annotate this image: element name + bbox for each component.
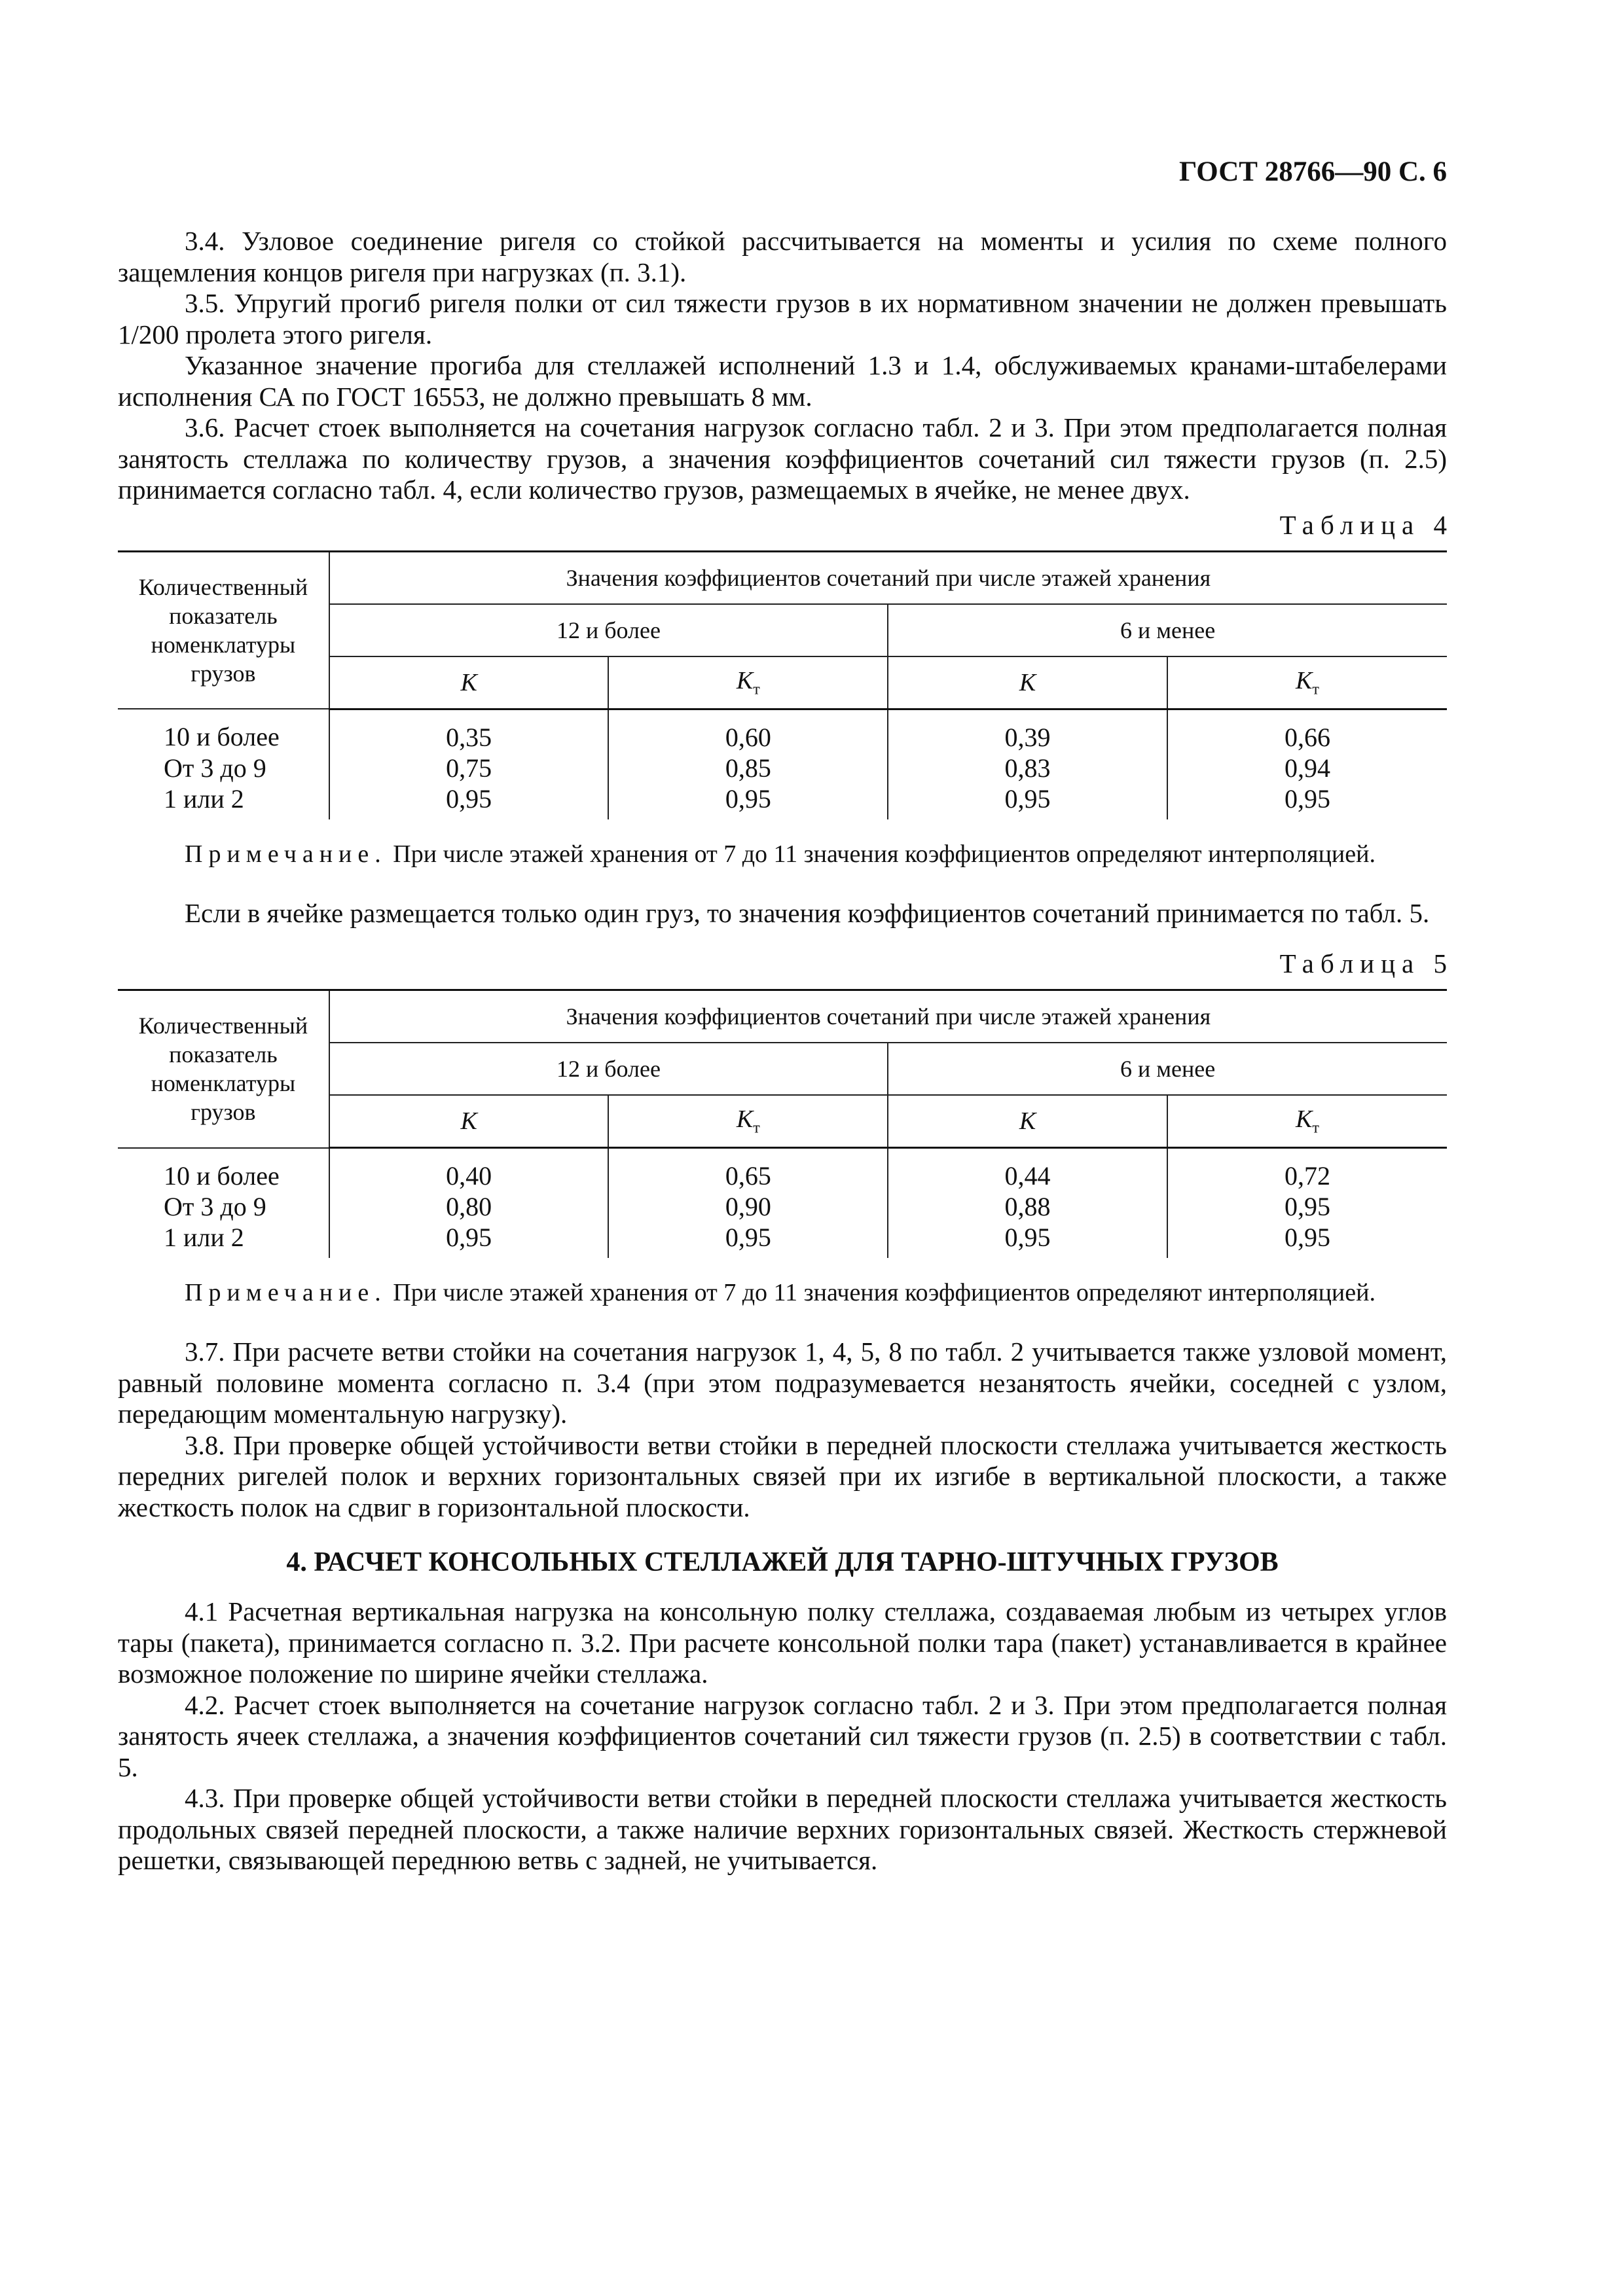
table-cell: 0,83: [888, 753, 1167, 783]
table-cell: 0,95: [1167, 1191, 1447, 1222]
table-row: [118, 783, 1447, 819]
table-cell: 0,60: [608, 709, 888, 753]
table-5-subgroup-6: 6 и менее: [888, 1043, 1447, 1095]
table-cell: 0,95: [888, 783, 1167, 819]
table-5-subgroup-12: 12 и более: [329, 1043, 888, 1095]
table-row: [118, 1191, 1447, 1222]
table-cell: 0,40: [329, 1148, 609, 1192]
table-cell: 0,88: [888, 1191, 1167, 1222]
paragraph-3-4: 3.4. Узловое соединение ригеля со стойкой рассчитывается на моменты и усилия по схеме полного защемления концов ригеля при нагрузках (п. 3.1).: [118, 226, 1447, 287]
table-row-label: 1 или 2: [164, 1223, 244, 1252]
table-cell: 0,85: [608, 753, 888, 783]
paragraph-3-5: 3.5. Упругий прогиб ригеля полки от сил тяжести грузов в их нормативном значении не должен превышать 1/200 пролета этого ригеля.: [118, 288, 1447, 350]
table-4-note: [118, 839, 1447, 869]
table-5-caption: Таблица 5: [1279, 948, 1453, 978]
table-cell: 0,95: [608, 1222, 888, 1258]
paragraph-4-3: 4.3. При проверке общей устойчивости ветви стойки в передней плоскости стеллажа учитывается жесткость продольных связей передней плоскости, а также наличие верхних горизонтальных связей. Жесткость стержневой решетки, связывающей переднюю ветвь с задней, не учитывается.: [118, 1783, 1447, 1875]
table-5-symbol-k: K: [329, 1095, 609, 1148]
table-4-symbol-k: K: [329, 656, 609, 709]
paragraph-4-2: 4.2. Расчет стоек выполняется на сочетание нагрузок согласно табл. 2 и 3. При этом предполагается полная занятость ячеек стеллажа, а значения коэффициентов сочетаний сил тяжести грузов (п. 2.5) в соответствии с табл. 5.: [118, 1689, 1447, 1782]
table-row-label: От 3 до 9: [164, 1192, 266, 1221]
table-cell: 0,39: [888, 709, 1167, 753]
table-5-symbol-kt: $K_т$: [608, 1095, 888, 1148]
table-row-label: От 3 до 9: [164, 753, 266, 783]
table-5-symbol-kt: $K_т$: [1167, 1095, 1447, 1148]
table-row-label: 10 и более: [164, 1160, 280, 1191]
table-5-group-header: Значения коэффициентов сочетаний при числе этажей хранения: [329, 990, 1447, 1043]
paragraph-4-1: 4.1 Расчетная вертикальная нагрузка на консольную полку стеллажа, создаваемая любым из четырех углов тары (пакета), принимается согласно п. 3.2. При расчете консольной полки тара (пакет) устанавливается в крайнее возможное положение по ширине ячейки стеллажа.: [118, 1596, 1447, 1689]
table-cell: 0,66: [1167, 709, 1447, 753]
table-cell: 0,95: [329, 783, 609, 819]
table-cell: 0,95: [1167, 1222, 1447, 1258]
table-cell: 0,44: [888, 1148, 1167, 1192]
table-row: [118, 1222, 1447, 1258]
table-cell: 0,95: [1167, 783, 1447, 819]
table-5-symbol-k: K: [888, 1095, 1167, 1148]
note-text: При числе этажей хранения от 7 до 11 значения коэффициентов определяют интерполяцией.: [386, 1279, 1376, 1306]
table-4-subgroup-12: 12 и более: [329, 604, 888, 656]
note-text: При числе этажей хранения от 7 до 11 значения коэффициентов определяют интерполяцией.: [386, 840, 1376, 868]
table-4: [118, 550, 1447, 819]
table-4-symbol-k: K: [888, 656, 1167, 709]
table-5-note: [118, 1278, 1447, 1308]
table-row-label: 1 или 2: [164, 783, 244, 814]
table-row: [118, 753, 1447, 783]
note-label: Примечание.: [185, 1279, 387, 1306]
table-cell: 0,80: [329, 1191, 609, 1222]
table-cell: 0,95: [608, 783, 888, 819]
paragraph-3-7: 3.7. При расчете ветви стойки на сочетания нагрузок 1, 4, 5, 8 по табл. 2 учитывается также узловой момент, равный половине момента согласно п. 3.4 (при этом подразумевается незанятость ячейки, соседней с узлом, передающим моментальную нагрузку).: [118, 1336, 1447, 1429]
table-4-symbol-kt: $K_т$: [608, 656, 888, 709]
page-body: [118, 226, 1453, 1876]
table-row: [118, 1148, 1447, 1192]
paragraph-single-load: Если в ячейке размещается только один груз, то значения коэффициентов сочетаний принимается по табл. 5.: [185, 897, 1430, 928]
table-cell: 0,95: [329, 1222, 609, 1258]
table-cell: 0,94: [1167, 753, 1447, 783]
table-4-caption: Таблица 4: [1279, 509, 1453, 540]
table-cell: 0,72: [1167, 1148, 1447, 1192]
paragraph-3-6: 3.6. Расчет стоек выполняется на сочетания нагрузок согласно табл. 2 и 3. При этом предполагается полная занятость стеллажа по количеству грузов, а значения коэффициентов сочетаний сил тяжести грузов (п. 2.5) принимается согласно табл. 4, если количество грузов, размещаемых в ячейке, не менее двух.: [118, 412, 1447, 505]
table-5-first-col-header: Количественный показатель номенклатуры грузов: [118, 990, 329, 1148]
table-cell: 0,75: [329, 753, 609, 783]
table-4-group-header: Значения коэффициентов сочетаний при числе этажей хранения: [329, 551, 1447, 604]
table-5: [118, 989, 1447, 1258]
paragraph-3-5-note: Указанное значение прогиба для стеллажей исполнений 1.3 и 1.4, обслуживаемых кранами-штабелерами исполнения СА по ГОСТ 16553, не должно превышать 8 мм.: [118, 350, 1447, 412]
note-label: Примечание.: [185, 840, 387, 868]
table-cell: 0,90: [608, 1191, 888, 1222]
table-4-symbol-kt: $K_т$: [1167, 656, 1447, 709]
page-header: ГОСТ 28766—90 С. 6: [1178, 156, 1447, 187]
table-4-subgroup-6: 6 и менее: [888, 604, 1447, 656]
paragraph-3-8: 3.8. При проверке общей устойчивости ветви стойки в передней плоскости стеллажа учитывается жесткость передних ригелей полок и верхних горизонтальных связей при их изгибе в вертикальной плоскости, а также жесткость полок на сдвиг в горизонтальной плоскости.: [118, 1429, 1447, 1522]
table-cell: 0,35: [329, 709, 609, 753]
table-row: [118, 709, 1447, 753]
section-4-title: 4. РАСЧЕТ КОНСОЛЬНЫХ СТЕЛЛАЖЕЙ ДЛЯ ТАРНО-ШТУЧНЫХ ГРУЗОВ: [286, 1547, 1279, 1577]
table-cell: 0,95: [888, 1222, 1167, 1258]
table-row-label: 10 и более: [164, 722, 280, 752]
table-4-first-col-header: Количественный показатель номенклатуры грузов: [118, 551, 329, 709]
table-cell: 0,65: [608, 1148, 888, 1192]
